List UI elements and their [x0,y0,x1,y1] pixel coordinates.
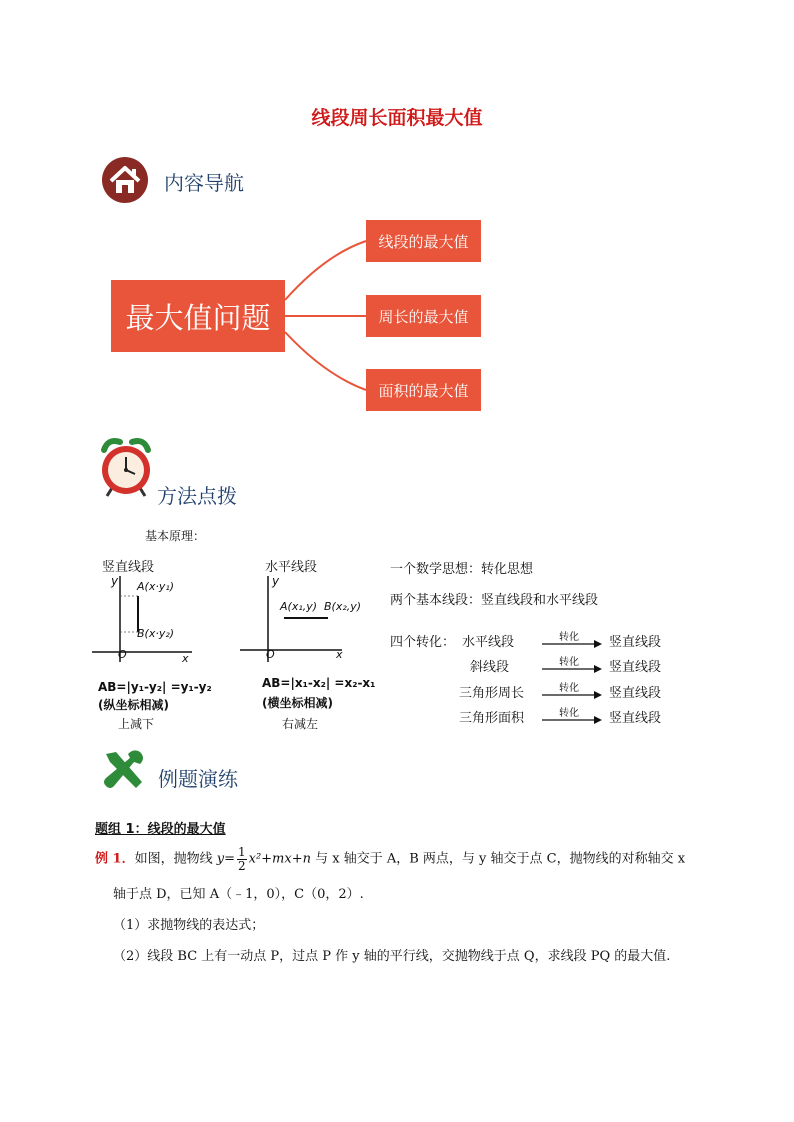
conversion-arrow-2 [542,653,604,675]
horizontal-segment-graph [240,570,350,670]
horizontal-x-axis-label: x [336,648,343,661]
question-1: （1）求抛物线的表达式； [113,918,265,933]
exercise-line-2: 轴于点 D，已知 A（﹣1，0），C（0，2）. [113,887,364,902]
conversion-from-1: 水平线段 [462,635,515,650]
conversion-arrow-3 [542,679,604,701]
exercise-intro: 如图，抛物线 [134,851,217,867]
page-title: 线段周长面积最大值 [311,107,483,129]
mindmap-branch-perimeter: 周长的最大值 [366,295,481,337]
horizontal-title: 水平线段 [265,560,318,575]
equation-rest: x²+mx+n [248,851,311,867]
conversion-arrow-label: 转化 [559,632,579,643]
fraction-numerator: 1 [237,845,246,859]
principle-label: 基本原理： [145,529,206,543]
four-conversions-label: 四个转化： [390,635,456,650]
mindmap-root: 最大值问题 [111,280,285,352]
section-method-label: 方法点拨 [157,484,237,508]
example-label: 例 1． [95,851,135,867]
mindmap-branch-segment: 线段的最大值 [366,220,481,262]
fraction [237,846,247,872]
conversion-to-3: 竖直线段 [609,686,662,701]
conversion-to-1: 竖直线段 [609,635,662,650]
vertical-rule: 上减下 [118,717,155,731]
conversion-from-3: 三角形周长 [459,686,525,701]
horizontal-y-axis-label: y [272,574,280,588]
vertical-formula: AB=|y₁-y₂| =y₁-y₂ [98,680,212,694]
section-nav-label: 内容导航 [164,171,244,195]
equation-y: y= [216,851,235,867]
exercise-group-title: 题组 1：线段的最大值 [95,822,226,837]
alarm-clock-icon [98,436,154,498]
conversion-arrow-1 [542,628,604,650]
horizontal-origin: O [266,648,275,661]
two-segments: 两个基本线段：竖直线段和水平线段 [390,593,599,608]
tools-icon [100,748,148,794]
question-2: （2）线段 BC 上有一动点 P，过点 P 作 y 轴的平行线，交抛物线于点 Q，求线段 PQ 的最大值. [113,949,671,964]
exercise-line-1 [95,846,685,872]
vertical-origin: O [118,648,127,661]
math-idea: 一个数学思想：转化思想 [390,562,534,577]
conversion-arrow-label: 转化 [559,683,579,694]
vertical-note: (纵坐标相减) [98,698,169,712]
vertical-x-axis-label: x [182,652,189,665]
conversion-from-2: 斜线段 [470,660,510,675]
conversion-arrow-4 [542,704,604,726]
horizontal-rule: 右减左 [282,717,319,731]
fraction-denominator: 2 [237,858,246,873]
conversion-to-4: 竖直线段 [609,711,662,726]
vertical-y-axis-label: y [111,574,119,588]
horizontal-point-b: B(x₂,y) [324,600,362,613]
mindmap-connectors [0,0,794,430]
horizontal-formula: AB=|x₁-x₂| =x₂-x₁ [262,676,376,690]
exercise-line-1-tail: 与 x 轴交于 A，B 两点，与 y 轴交于点 C，抛物线的对称轴交 x [310,851,686,867]
horizontal-point-a: A(x₁,y) [280,600,318,613]
section-examples-label: 例题演练 [158,767,238,791]
conversion-arrow-label: 转化 [559,708,579,719]
mindmap-branch-area: 面积的最大值 [366,369,481,411]
conversion-from-4: 三角形面积 [459,711,525,726]
vertical-title: 竖直线段 [102,560,155,575]
vertical-point-a: A(x·y₁) [137,580,175,593]
conversion-arrow-label: 转化 [559,657,579,668]
conversion-to-2: 竖直线段 [609,660,662,675]
vertical-point-b: B(x·y₂) [137,627,175,640]
horizontal-note: (横坐标相减) [262,696,333,710]
